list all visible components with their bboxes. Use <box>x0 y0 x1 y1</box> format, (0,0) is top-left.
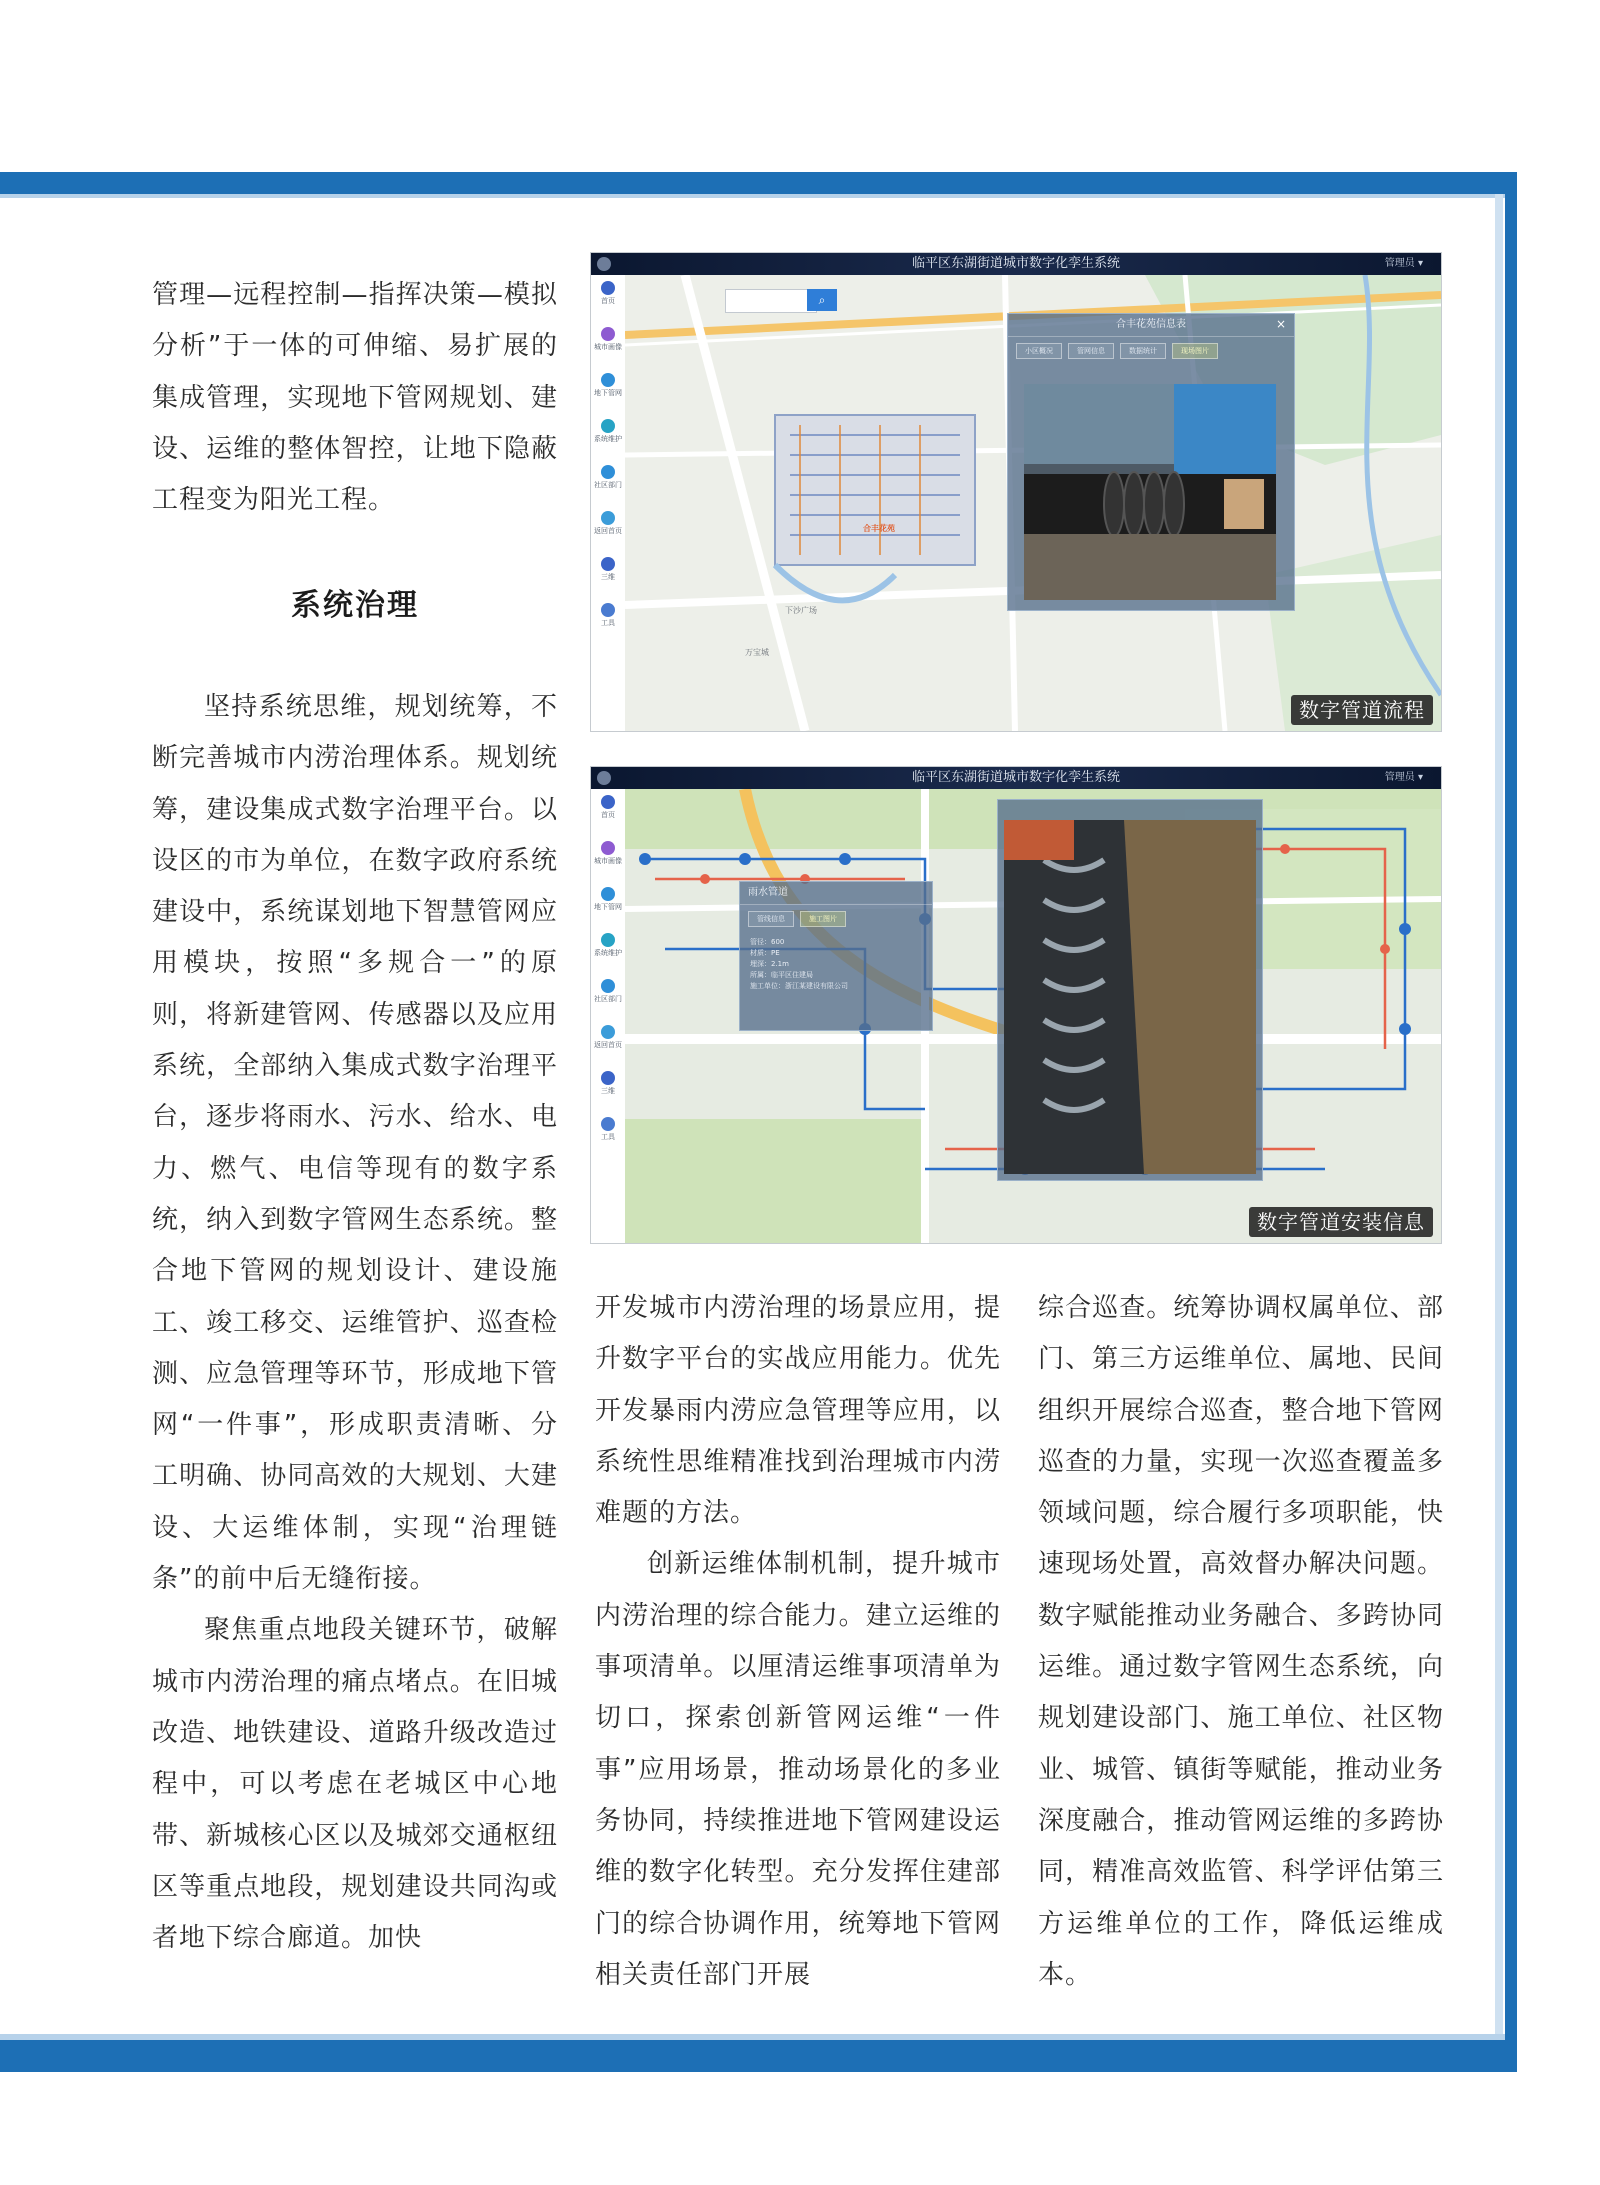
maintain-icon <box>601 419 615 433</box>
pipe-attr-diameter: 管径：600 <box>750 938 785 946</box>
sidebar-item-pipe[interactable]: 地下管网 <box>591 373 625 413</box>
pipe-info-popup <box>739 881 933 1031</box>
pipe-popup-title: 雨水管道 <box>740 882 932 905</box>
tab-pipes[interactable]: 管网信息 <box>1068 343 1114 359</box>
pipe-photo <box>1024 384 1276 600</box>
sidebar-item-pipe[interactable]: 地下管网 <box>591 887 625 927</box>
photo-popup <box>997 799 1263 1181</box>
intro-paragraph: 管理—远程控制—指挥决策—模拟分析”于一体的可伸缩、易扩展的集成管理，实现地下管网规划、建设、运维的整体智控，让地下隐蔽工程变为阳光工程。 <box>152 280 558 516</box>
right-blue-band <box>1505 172 1517 2072</box>
app-logo-icon <box>597 771 611 785</box>
left-column-body <box>152 682 558 1964</box>
screenshot-pipeline-flow <box>590 252 1442 732</box>
app-titlebar <box>591 253 1441 275</box>
middle-paragraph-1: 开发城市内涝治理的场景应用，提升数字平台的实战应用能力。优先开发暴雨内涝应急管理等应用，以系统性思维精准找到治理城市内涝难题的方法。 <box>595 1293 1001 1529</box>
cube-icon <box>601 557 615 571</box>
left-column-intro <box>152 270 558 526</box>
back-icon <box>601 1025 615 1039</box>
pipe-attributes <box>740 933 932 996</box>
sidebar-item-3d[interactable]: 三维 <box>591 557 625 597</box>
app-sidebar <box>591 789 626 1243</box>
app-titlebar <box>591 767 1441 789</box>
construction-photo <box>1004 820 1256 1174</box>
screenshot-pipe-install <box>590 766 1442 1244</box>
tab-stats[interactable]: 数据统计 <box>1120 343 1166 359</box>
pipe-attr-depth: 埋深：2.1m <box>750 960 789 968</box>
close-icon[interactable]: × <box>1275 317 1286 331</box>
pipe-attr-owner: 所属：临平区住建局 <box>750 971 813 979</box>
map-search-input[interactable] <box>725 289 817 313</box>
pipe-network-map[interactable] <box>625 789 1441 1243</box>
section-heading: 系统治理 <box>291 588 419 623</box>
home-icon <box>601 281 615 295</box>
right-band-shadow <box>1495 194 1503 2039</box>
right-paragraph-1: 综合巡查。统筹协调权属单位、部门、第三方运维单位、属地、民间组织开展综合巡查，整合地下管网巡查的力量，实现一次巡查覆盖多领域问题，综合履行多项职能，快速现场处置，高效督办解决问题。数字赋能推动业务融合、多跨协同运维。通过数字管网生态系统，向规划建设部门、施工单位、社区物业、城管、镇街等赋能，推动业务深度融合，推动管网运维的多跨协同，精准高效监管、科学评估第三方运维单位的工作，降低运维成本。 <box>1038 1293 1444 1990</box>
info-popup <box>1007 313 1295 611</box>
pipe-attr-contractor: 施工单位：浙江某建设有限公司 <box>750 982 848 990</box>
sidebar-item-dept[interactable]: 社区部门 <box>591 465 625 505</box>
app-sidebar <box>591 275 626 731</box>
right-column <box>1038 1283 1444 2001</box>
city-map[interactable] <box>625 275 1441 731</box>
city-icon <box>601 327 615 341</box>
home-icon <box>601 795 615 809</box>
tab-pipe-info[interactable]: 管线信息 <box>748 911 794 927</box>
left-paragraph-1: 坚持系统思维，规划统筹，不断完善城市内涝治理体系。规划统筹，建设集成式数字治理平台。以设区的市为单位，在数字政府系统建设中，系统谋划地下智慧管网应用模块，按照“多规合一”的原则，将新建管网、传感器以及应用系统，全部纳入集成式数字治理平台，逐步将雨水、污水、给水、电力、燃气、电信等现有的数字系统，纳入到数字管网生态系统。整合地下管网的规划设计、建设施工、竣工移交、运维管护、巡查检测、应急管理等环节，形成地下管网“一件事”，形成职责清晰、分工明确、协同高效的大规划、大建设、大运维体制，实现“治理链条”的前中后无缝衔接。 <box>152 692 558 1595</box>
app-logo-icon <box>597 257 611 271</box>
map-label-wanbao: 万宝城 <box>745 648 769 657</box>
tools-icon <box>601 1117 615 1131</box>
sidebar-item-home[interactable]: 首页 <box>591 281 625 321</box>
top-blue-band <box>0 172 1517 194</box>
sidebar-item-home[interactable]: 首页 <box>591 795 625 835</box>
tab-overview[interactable]: 小区概况 <box>1016 343 1062 359</box>
app-title: 临平区东湖街道城市数字化孪生系统 <box>911 256 1120 271</box>
sidebar-item-tools[interactable]: 工具 <box>591 603 625 643</box>
search-icon[interactable]: ⌕ <box>807 289 837 311</box>
sidebar-item-maintain[interactable]: 系统维护 <box>591 419 625 459</box>
sidebar-item-back[interactable]: 返回首页 <box>591 511 625 551</box>
dept-icon <box>601 979 615 993</box>
dept-icon <box>601 465 615 479</box>
user-menu[interactable]: 管理员 ▾ <box>1384 258 1423 269</box>
sidebar-item-city[interactable]: 城市画像 <box>591 841 625 881</box>
middle-column <box>595 1283 1001 2001</box>
sidebar-item-dept[interactable]: 社区部门 <box>591 979 625 1019</box>
top-band-shadow <box>0 194 1517 198</box>
caption-pipeline-flow: 数字管道流程 <box>1291 695 1433 725</box>
caption-pipe-install: 数字管道安装信息 <box>1249 1207 1433 1237</box>
user-menu[interactable]: 管理员 ▾ <box>1384 772 1423 783</box>
middle-paragraph-2: 创新运维体制机制，提升城市内涝治理的综合能力。建立运维的事项清单。以厘清运维事项清单为切口，探索创新管网运维“一件事”应用场景，推动场景化的多业务协同，持续推进地下管网建设运维的数字化转型。充分发挥住建部门的综合协调作用，统筹地下管网相关责任部门开展 <box>595 1549 1001 1990</box>
popup-tabs <box>1008 337 1294 365</box>
left-paragraph-2: 聚焦重点地段关键环节，破解城市内涝治理的痛点堵点。在旧城改造、地铁建设、道路升级改造过程中，可以考虑在老城区中心地带、新城核心区以及城郊交通枢纽区等重点地段，规划建设共同沟或者地下综合廊道。加快 <box>152 1615 558 1954</box>
city-icon <box>601 841 615 855</box>
back-icon <box>601 511 615 525</box>
pipe-attr-material: 材质：PE <box>750 949 780 957</box>
sidebar-item-back[interactable]: 返回首页 <box>591 1025 625 1065</box>
sidebar-item-city[interactable]: 城市画像 <box>591 327 625 367</box>
tab-photos[interactable]: 现场图片 <box>1172 343 1218 359</box>
app-title: 临平区东湖街道城市数字化孪生系统 <box>911 770 1120 785</box>
bottom-blue-band <box>0 2040 1517 2072</box>
popup-title: 合丰花苑信息表 <box>1008 314 1294 337</box>
map-label-hefeng: 合丰花苑 <box>863 524 895 533</box>
tab-construction-photos[interactable]: 施工图片 <box>800 911 846 927</box>
sidebar-item-tools[interactable]: 工具 <box>591 1117 625 1157</box>
tools-icon <box>601 603 615 617</box>
pipe-icon <box>601 887 615 901</box>
pipe-popup-tabs <box>740 905 932 933</box>
pipe-icon <box>601 373 615 387</box>
maintain-icon <box>601 933 615 947</box>
sidebar-item-maintain[interactable]: 系统维护 <box>591 933 625 973</box>
map-label-xiasha: 下沙广场 <box>785 606 817 615</box>
cube-icon <box>601 1071 615 1085</box>
sidebar-item-3d[interactable]: 三维 <box>591 1071 625 1111</box>
